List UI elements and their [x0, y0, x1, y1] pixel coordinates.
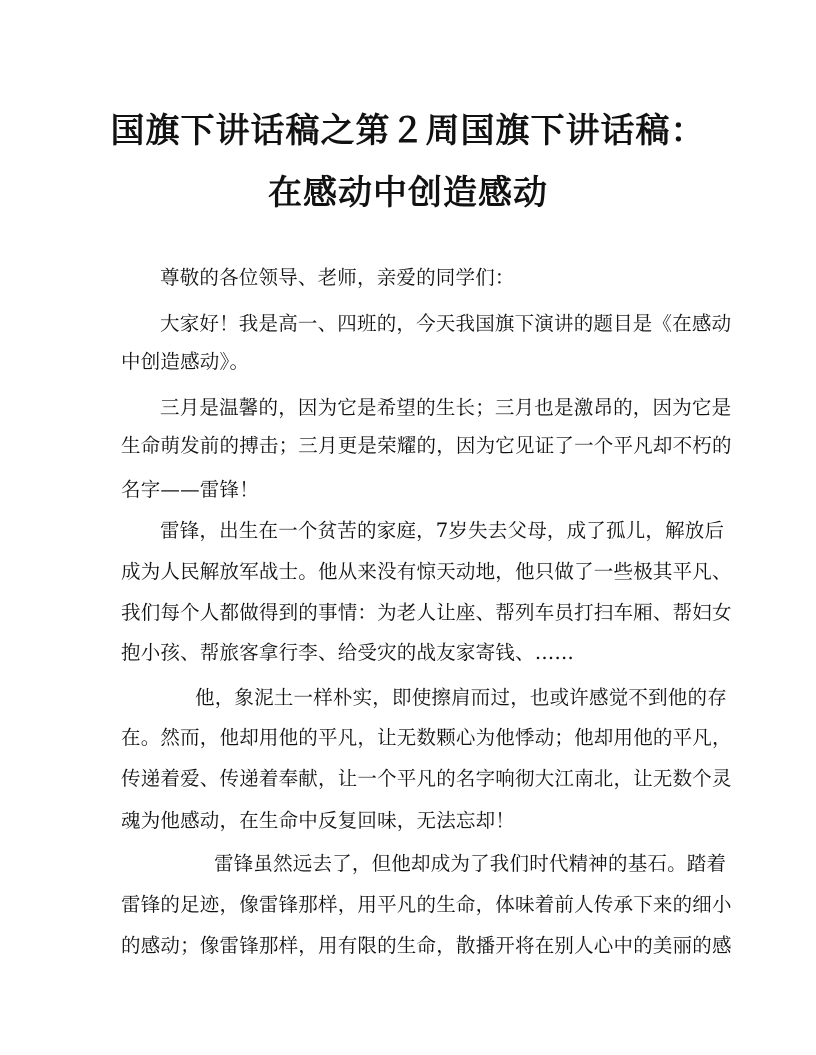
paragraph-line: 魂为他感动，在生命中反复回味，无法忘却！ — [121, 809, 516, 832]
paragraph-line: 中创造感动》。 — [121, 350, 250, 373]
paragraph-line: 抱小孩、帮旅客拿行李、给受灾的战友家寄钱、…… — [121, 641, 575, 664]
paragraph-line: 成为人民解放军战士。他从来没有惊天动地，他只做了一些极其平凡、 — [121, 560, 732, 583]
paragraph-line: 雷锋虽然远去了，但他却成为了我们时代精神的基石。踏着 — [214, 852, 727, 875]
paragraph-line: 他，象泥土一样朴实，即使擦肩而过，也或许感觉不到他的存 — [195, 686, 727, 709]
paragraph-line: 的感动；像雷锋那样，用有限的生命，散播开将在别人心中的美丽的感 — [121, 934, 732, 957]
paragraph-line: 大家好！我是高一、四班的，今天我国旗下演讲的题目是《在感动 — [160, 312, 732, 335]
document-title-line2: 在感动中创造感动 — [268, 173, 548, 213]
greeting-line: 尊敬的各位领导、老师，亲爱的同学们： — [160, 266, 515, 289]
paragraph-line: 在。然而，他却用他的平凡，让无数颗心为他悸动；他却用他的平凡， — [121, 726, 732, 749]
document-title-line1: 国旗下讲话稿之第２周国旗下讲话稿： — [110, 111, 706, 151]
paragraph-line: 雷锋，出生在一个贫苦的家庭，7岁失去父母，成了孤儿，解放后 — [160, 519, 725, 542]
paragraph-line: 传递着爱、传递着奉献，让一个平凡的名字响彻大江南北，让无数个灵 — [121, 767, 732, 790]
paragraph-line: 三月是温馨的，因为它是希望的生长；三月也是激昂的，因为它是 — [160, 396, 732, 419]
paragraph-line: 雷锋的足迹，像雷锋那样，用平凡的生命，体味着前人传承下来的细小 — [121, 893, 732, 916]
paragraph-line: 名字——雷锋！ — [121, 478, 259, 501]
paragraph-line: 生命萌发前的搏击；三月更是荣耀的，因为它见证了一个平凡却不朽的 — [121, 434, 732, 457]
paragraph-line: 我们每个人都做得到的事情：为老人让座、帮列车员打扫车厢、帮妇女 — [121, 601, 732, 624]
